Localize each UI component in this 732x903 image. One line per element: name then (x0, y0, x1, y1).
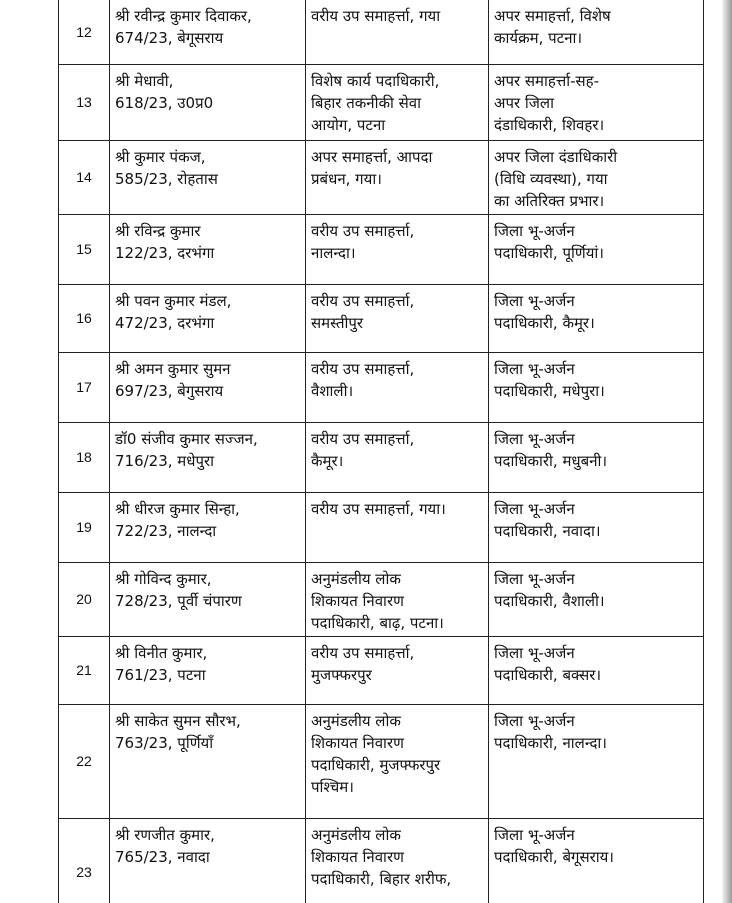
new-post-line: जिला भू-अर्जन (494, 291, 575, 310)
current-post-cell (306, 422, 489, 492)
serial-number: 19 (76, 519, 92, 535)
officer-line: 716/23, मधेपुरा (115, 451, 215, 470)
officer-name-cell (110, 214, 306, 284)
serial-number-cell (59, 562, 110, 636)
new-post-line: अपर जिला (494, 93, 554, 112)
new-post-line: जिला भू-अर्जन (494, 711, 575, 730)
serial-number-cell (59, 636, 110, 704)
serial-number-cell (59, 818, 110, 903)
current-post-line: समस्तीपुर (311, 313, 364, 332)
transfer-table (58, 0, 704, 903)
current-post-line: वरीय उप समाहर्त्ता, (311, 643, 415, 662)
current-post-cell (306, 704, 489, 818)
table-row (59, 492, 704, 562)
current-post-line: शिकायत निवारण (311, 591, 404, 610)
officer-line: 472/23, दरभंगा (115, 313, 215, 332)
new-post-cell (489, 352, 704, 422)
officer-name-cell (110, 636, 306, 704)
current-post-line: मुजफ्फरपुर (311, 665, 372, 684)
new-post-cell (489, 492, 704, 562)
serial-number-cell (59, 284, 110, 352)
serial-number: 18 (76, 449, 92, 465)
table-row (59, 422, 704, 492)
officer-line: श्री पवन कुमार मंडल, (115, 291, 232, 310)
serial-number: 20 (76, 591, 92, 607)
current-post-line: शिकायत निवारण (311, 733, 404, 752)
new-post-cell (489, 636, 704, 704)
serial-number: 17 (76, 379, 92, 395)
serial-number: 12 (76, 23, 92, 40)
officer-line: श्री अमन कुमार सुमन (115, 359, 231, 378)
current-post-cell (306, 284, 489, 352)
new-post-line: (विधि व्यवस्था), गया (494, 169, 608, 188)
table-row (59, 818, 704, 903)
serial-number: 14 (76, 169, 92, 185)
table-body (59, 0, 704, 903)
new-post-line: जिला भू-अर्जन (494, 643, 575, 662)
serial-number: 15 (76, 241, 92, 257)
current-post-line: विशेष कार्य पदाधिकारी, (311, 71, 440, 90)
new-post-line: अपर समाहर्त्ता-सह- (494, 71, 600, 90)
officer-name-cell (110, 0, 306, 64)
new-post-line: पदाधिकारी, बक्सर। (494, 665, 602, 684)
serial-number: 16 (76, 310, 92, 326)
table-row (59, 64, 704, 140)
table-row (59, 140, 704, 214)
table-row (59, 704, 704, 818)
officer-line: 122/23, दरभंगा (115, 243, 215, 262)
new-post-line: पदाधिकारी, पूर्णियां। (494, 243, 604, 262)
current-post-line: बिहार तकनीकी सेवा (311, 93, 422, 112)
new-post-cell (489, 64, 704, 140)
officer-line: 761/23, पटना (115, 665, 206, 684)
officer-line: 697/23, बेगुसराय (115, 381, 224, 400)
table-row (59, 284, 704, 352)
new-post-line: जिला भू-अर्जन (494, 825, 575, 844)
serial-number: 23 (76, 863, 92, 880)
officer-line: 674/23, बेगूसराय (115, 29, 224, 47)
officer-line: श्री विनीत कुमार, (115, 643, 208, 662)
new-post-line: दंडाधिकारी, शिवहर। (494, 115, 605, 134)
officer-name-cell (110, 562, 306, 636)
current-post-cell (306, 352, 489, 422)
new-post-cell (489, 0, 704, 64)
current-post-cell (306, 64, 489, 140)
serial-number-cell (59, 214, 110, 284)
table-row (59, 562, 704, 636)
officer-name-cell (110, 64, 306, 140)
new-post-cell (489, 562, 704, 636)
officer-line: 728/23, पूर्वी चंपारण (115, 591, 242, 610)
officer-line: श्री कुमार पंकज, (115, 147, 206, 166)
current-post-line: वरीय उप समाहर्त्ता, गया (311, 7, 441, 25)
new-post-line: जिला भू-अर्जन (494, 429, 575, 448)
current-post-cell (306, 140, 489, 214)
table-row (59, 352, 704, 422)
serial-number-cell (59, 492, 110, 562)
new-post-line: का अतिरिक्त प्रभार। (494, 191, 605, 210)
current-post-line: अनुमंडलीय लोक (311, 711, 401, 730)
current-post-line: अपर समाहर्त्ता, आपदा (311, 147, 433, 166)
new-post-cell (489, 422, 704, 492)
serial-number: 22 (76, 753, 92, 769)
new-post-cell (489, 818, 704, 903)
officer-line: श्री रवीन्द्र कुमार दिवाकर, (115, 7, 252, 25)
serial-number-cell (59, 352, 110, 422)
officer-line: 618/23, उ0प्र0 (115, 93, 214, 112)
officer-line: 722/23, नालन्दा (115, 521, 217, 540)
current-post-cell (306, 818, 489, 903)
serial-number: 13 (76, 94, 92, 110)
new-post-line: पदाधिकारी, मधेपुरा। (494, 381, 605, 400)
new-post-line: जिला भू-अर्जन (494, 221, 575, 240)
new-post-line: पदाधिकारी, नालन्दा। (494, 733, 607, 752)
new-post-line: जिला भू-अर्जन (494, 569, 575, 588)
new-post-cell (489, 284, 704, 352)
officer-name-cell (110, 284, 306, 352)
current-post-line: कैमूर। (311, 451, 344, 470)
current-post-line: वरीय उप समाहर्त्ता, (311, 429, 415, 448)
officer-name-cell (110, 140, 306, 214)
officer-line: श्री रणजीत कुमार, (115, 825, 215, 844)
new-post-line: जिला भू-अर्जन (494, 359, 575, 378)
serial-number-cell (59, 422, 110, 492)
current-post-line: वैशाली। (311, 381, 354, 400)
current-post-line: अनुमंडलीय लोक (311, 825, 401, 844)
table-row (59, 0, 704, 64)
new-post-line: अपर समाहर्त्ता, विशेष (494, 7, 611, 25)
new-post-cell (489, 704, 704, 818)
new-post-cell (489, 140, 704, 214)
current-post-line: वरीय उप समाहर्त्ता, (311, 291, 415, 310)
current-post-line: वरीय उप समाहर्त्ता, गया। (311, 499, 446, 518)
new-post-line: पदाधिकारी, नवादा। (494, 521, 601, 540)
officer-name-cell (110, 422, 306, 492)
current-post-cell (306, 562, 489, 636)
serial-number-cell (59, 704, 110, 818)
new-post-line: पदाधिकारी, मधुबनी। (494, 451, 608, 470)
current-post-line: पदाधिकारी, बिहार शरीफ, (311, 869, 452, 888)
serial-number-cell (59, 140, 110, 214)
officer-line: डॉ0 संजीव कुमार सज्जन, (115, 429, 258, 448)
new-post-line: कार्यक्रम, पटना। (494, 29, 583, 47)
new-post-line: पदाधिकारी, कैमूर। (494, 313, 595, 332)
current-post-cell (306, 0, 489, 64)
officer-line: श्री धीरज कुमार सिन्हा, (115, 499, 240, 518)
current-post-cell (306, 214, 489, 284)
officer-line: श्री रविन्द्र कुमार (115, 221, 201, 240)
current-post-line: आयोग, पटना (311, 115, 386, 134)
officer-line: 585/23, रोहतास (115, 169, 218, 188)
serial-number: 21 (76, 662, 92, 678)
officer-name-cell (110, 818, 306, 903)
officer-name-cell (110, 492, 306, 562)
current-post-cell (306, 492, 489, 562)
serial-number-cell (59, 64, 110, 140)
officer-name-cell (110, 352, 306, 422)
page-edge-shadow (722, 0, 732, 903)
current-post-line: पदाधिकारी, बाढ़, पटना। (311, 613, 444, 632)
officer-line: श्री गोविन्द कुमार, (115, 569, 212, 588)
new-post-line: अपर जिला दंडाधिकारी (494, 147, 618, 166)
table-row (59, 636, 704, 704)
current-post-line: पश्चिम। (311, 777, 354, 796)
officer-line: 765/23, नवादा (115, 847, 210, 866)
current-post-line: अनुमंडलीय लोक (311, 569, 401, 588)
current-post-cell (306, 636, 489, 704)
officer-name-cell (110, 704, 306, 818)
officer-line: 763/23, पूर्णियाँ (115, 733, 214, 752)
new-post-cell (489, 214, 704, 284)
table-row (59, 214, 704, 284)
current-post-line: वरीय उप समाहर्त्ता, (311, 221, 415, 240)
new-post-line: जिला भू-अर्जन (494, 499, 575, 518)
current-post-line: शिकायत निवारण (311, 847, 404, 866)
current-post-line: पदाधिकारी, मुजफ्फरपुर (311, 755, 441, 774)
new-post-line: पदाधिकारी, बेगूसराय। (494, 847, 614, 866)
new-post-line: पदाधिकारी, वैशाली। (494, 591, 605, 610)
officer-line: श्री मेधावी, (115, 71, 174, 90)
serial-number-cell (59, 0, 110, 64)
current-post-line: नालन्दा। (311, 243, 356, 262)
current-post-line: वरीय उप समाहर्त्ता, (311, 359, 415, 378)
current-post-line: प्रबंधन, गया। (311, 169, 382, 188)
officer-line: श्री साकेत सुमन सौरभ, (115, 711, 241, 730)
